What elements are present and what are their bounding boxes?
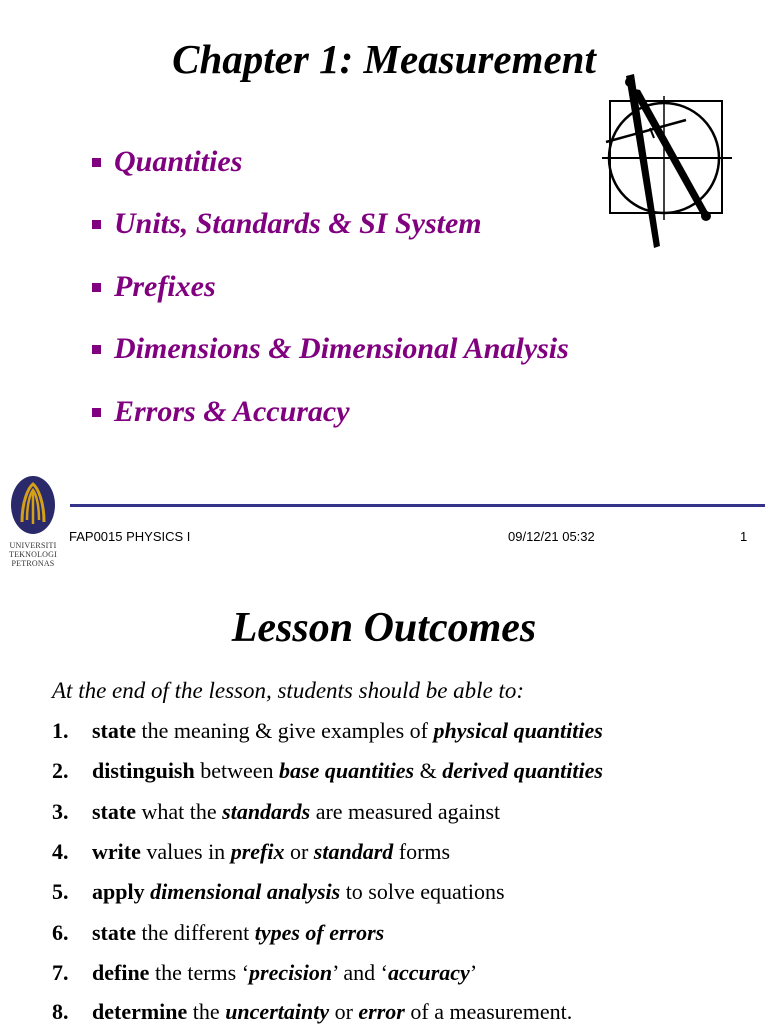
bullet-icon (92, 158, 101, 167)
outcome-item: 3. state what the standards are measured against (52, 799, 501, 824)
bullet-icon (92, 345, 101, 354)
footer-divider (70, 504, 765, 507)
university-crest-icon (8, 474, 58, 536)
bullet-icon (92, 283, 101, 292)
outcome-item: 6. state the different types of errors (52, 920, 385, 945)
outcome-item: 8. determine the uncertainty or error of a measurement. (52, 999, 573, 1024)
footer-datetime: 09/12/21 05:32 (508, 529, 595, 544)
topic-item: Dimensions & Dimensional Analysis (90, 331, 569, 367)
topic-item: Quantities (90, 144, 242, 180)
bullet-icon (92, 408, 101, 417)
topic-item: Prefixes (90, 269, 216, 305)
outcome-item: 2. distinguish between base quantities & derived quantities (52, 758, 603, 783)
slide-title: Lesson Outcomes (231, 605, 537, 651)
compass-icon (596, 68, 736, 258)
outcome-item: 7. define the terms ‘precision’ and ‘accuracy’ (52, 960, 478, 985)
bullet-icon (92, 220, 101, 229)
footer-page-number: 1 (740, 529, 748, 544)
outcome-item: 4. write values in prefix or standard forms (52, 839, 451, 864)
slide-title: Chapter 1: Measurement (172, 36, 596, 82)
outcome-item: 1. state the meaning & give examples of physical quantities (52, 718, 603, 743)
topic-item: Units, Standards & SI System (90, 206, 482, 242)
utp-logo: UNIVERSITI TEKNOLOGI PETRONAS (3, 474, 63, 568)
outcome-item: 5. apply dimensional analysis to solve equations (52, 879, 505, 904)
topic-item: Errors & Accuracy (90, 394, 350, 430)
footer-course: FAP0015 PHYSICS I (69, 529, 191, 544)
intro-text: At the end of the lesson, students should be able to: (52, 678, 525, 703)
